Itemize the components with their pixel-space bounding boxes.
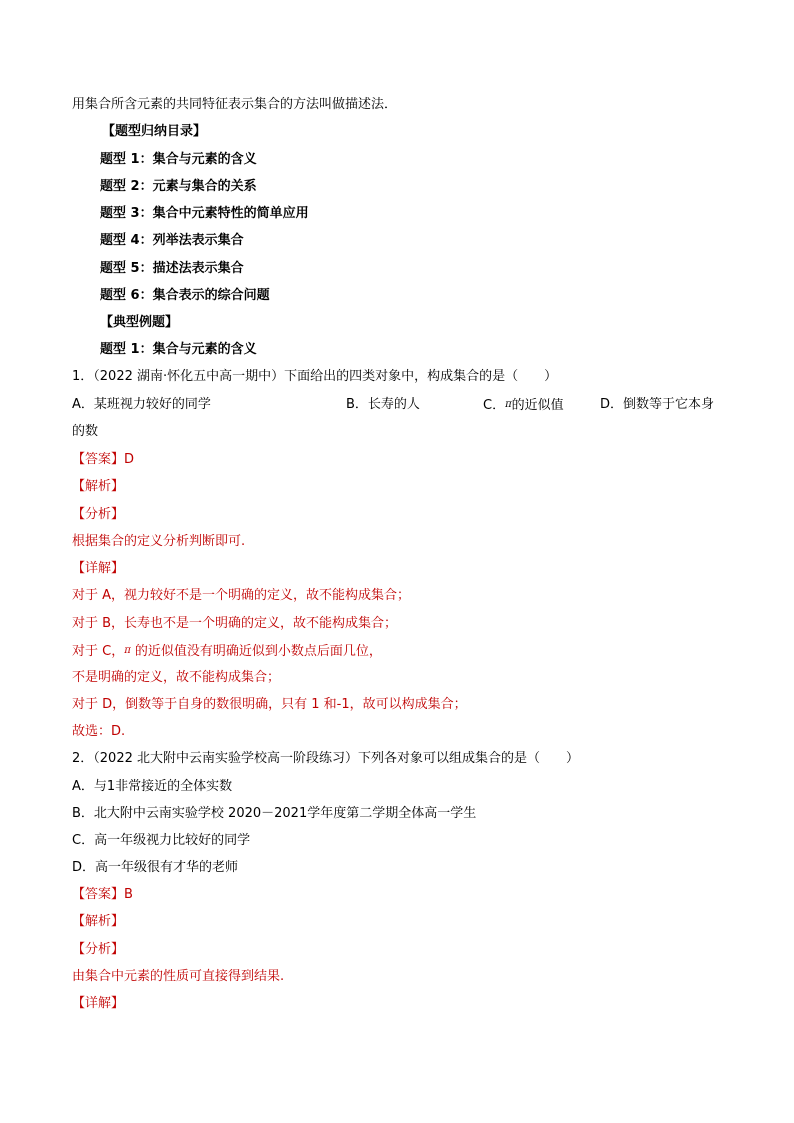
catalog-item: 题型 4：列举法表示集合 [100,233,244,248]
q2-detail-label: 【详解】 [72,996,125,1011]
pi-symbol: π [505,399,512,410]
intro-text: 用集合所含元素的共同特征表示集合的方法叫做描述法． [72,97,398,112]
pi-symbol: π [124,645,131,656]
section-heading: 题型 1：集合与元素的含义 [100,342,257,357]
q2-stem: 2．（2022 北大附中云南实验学校高一阶段练习）下列各对象可以组成集合的是（ ） [72,751,579,766]
catalog-item: 题型 1：集合与元素的含义 [100,152,257,167]
q1-stem: 1．（2022 湖南·怀化五中高一期中）下面给出的四类对象中，构成集合的是（ ） [72,369,558,384]
catalog-item: 题型 5：描述法表示集合 [100,261,244,276]
q2-fenxi-text: 由集合中元素的性质可直接得到结果. [72,969,285,984]
q1-detail-c-suffix: 的近似值没有明确近似到小数点后面几位， [130,644,382,659]
q1-detail-line: 对于 B，长寿也不是一个明确的定义，故不能构成集合； [72,616,398,631]
examples-title: 【典型例题】 [100,315,179,330]
q1-detail-line: 故选：D. [72,724,126,739]
q2-fenxi-label: 【分析】 [72,942,125,957]
q1-option-c [483,396,564,415]
q2-option-a: A．与1非常接近的全体实数 [72,779,233,794]
q1-detail-line [72,642,382,661]
q1-fenxi-text: 根据集合的定义分析判断即可. [72,534,246,549]
q1-detail-line: 不是明确的定义，故不能构成集合； [72,670,281,685]
q1-option-d-continued: 的数 [72,424,99,439]
q1-analysis-label: 【解析】 [72,479,125,494]
q1-detail-c-prefix: 对于 C， [72,644,125,659]
catalog-item: 题型 3：集合中元素特性的简单应用 [100,206,309,221]
q1-option-d: D．倒数等于它本身 [600,397,715,412]
q1-detail-line: 对于 D，倒数等于自身的数很明确，只有 1 和-1，故可以构成集合； [72,697,467,712]
catalog-title: 【题型归纳目录】 [102,124,207,139]
q1-option-b: B．长寿的人 [346,397,420,412]
q2-analysis-label: 【解析】 [72,914,125,929]
q2-answer: 【答案】B [72,887,133,902]
q2-option-d: D．高一年级很有才华的老师 [72,860,239,875]
q1-option-c-prefix: C． [483,398,506,413]
q1-answer: 【答案】D [72,452,135,467]
catalog-item: 题型 6：集合表示的综合问题 [100,288,270,303]
q1-detail-line: 对于 A，视力较好不是一个明确的定义，故不能构成集合； [72,588,411,603]
q1-detail-label: 【详解】 [72,561,125,576]
q1-option-c-suffix: 的近似值 [511,398,564,413]
q2-option-c: C．高一年级视力比较好的同学 [72,833,251,848]
q2-option-b: B．北大附中云南实验学校 2020－2021学年度第二学期全体高一学生 [72,806,477,821]
q1-option-a: A．某班视力较好的同学 [72,397,211,412]
q1-fenxi-label: 【分析】 [72,507,125,522]
catalog-item: 题型 2：元素与集合的关系 [100,179,257,194]
